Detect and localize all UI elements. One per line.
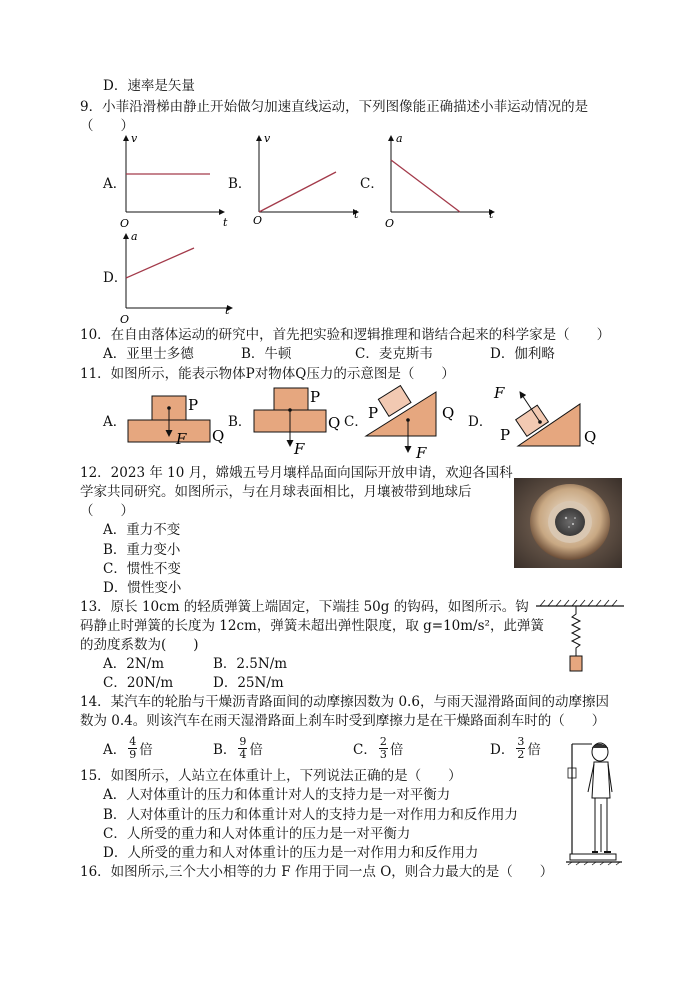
person-torso [592, 762, 610, 798]
label-f: F [176, 430, 187, 448]
origin-label: O [385, 217, 395, 230]
q12-option-b: B．重力变小 [103, 542, 181, 558]
q15-stem: 15．如图所示，人站立在体重计上，下列说法正确的是（ ） [80, 768, 462, 784]
q10-option-b: B．牛顿 [241, 346, 292, 362]
q12-option-d: D．惯性变小 [103, 580, 182, 596]
q12-stem-blank: （ ） [80, 503, 134, 519]
q9-graph-c [378, 130, 503, 230]
q14-stem-line2: 数为 0.4。则该汽车在雨天湿滑路面上刹车时受到摩擦力是在干燥路面刹车时的（ ） [80, 713, 606, 729]
q11-figure-c [360, 380, 470, 460]
q15-option-c: C．人所受的重力和人对体重计的压力是一对平衡力 [103, 826, 411, 842]
label-p: P [310, 388, 321, 406]
y-axis-label: v [264, 132, 271, 145]
q13-option-b: B．2.5N/m [213, 656, 288, 672]
q12-option-a: A．重力不变 [103, 522, 181, 538]
origin-label: O [253, 214, 263, 227]
label-p: P [188, 396, 199, 414]
hook-weight [570, 656, 582, 671]
q8-option-d: D．速率是矢量 [103, 78, 195, 94]
q9-option-d-label: D． [103, 270, 128, 286]
q9-graph-b [246, 130, 366, 230]
x-axis-label: t [489, 208, 494, 221]
label-f: F [294, 440, 305, 456]
label-q: Q [212, 427, 225, 445]
ceiling-hatch [540, 600, 617, 606]
q11-option-a-label: A． [103, 414, 127, 430]
q11-option-b-label: B． [228, 414, 252, 430]
q13-stem-line3: 的劲度系数为( ) [80, 637, 199, 653]
fraction: $\frac{4}{9}$ [129, 734, 137, 761]
q9-option-b-label: B． [228, 176, 252, 192]
q10-option-a: A．亚里士多德 [103, 346, 194, 362]
fraction: $\frac{9}{4}$ [239, 734, 247, 761]
label-q: Q [442, 404, 455, 422]
graph-line [126, 248, 194, 278]
q10-option-c: C．麦克斯韦 [355, 346, 433, 362]
q13-option-a: A．2N/m [103, 656, 165, 672]
q10-stem: 10．在自由落体运动的研究中，首先把实验和逻辑推理和谐结合起来的科学家是（ ） [80, 327, 611, 343]
origin-label: O [120, 313, 130, 326]
q13-stem-line2: 码静止时弹簧的长度为 12cm，弹簧未超出弹性限度，取 g=10m/s²，此弹簧 [80, 618, 544, 634]
spring-figure [530, 598, 630, 678]
label-q: Q [584, 428, 597, 446]
q15-option-d: D．人所受的重力和人对体重计的压力是一对作用力和反作用力 [103, 845, 479, 861]
q9-graph-a [112, 130, 232, 230]
person-on-scale-figure [558, 738, 628, 866]
q11-option-c-label: C． [344, 414, 368, 430]
q9-stem-blank: （ ） [80, 118, 134, 134]
q14-option-a: A． $\frac{4}{9}$ 倍 [103, 734, 153, 761]
y-axis-label: a [396, 132, 403, 145]
block-p [274, 388, 308, 410]
spring [572, 606, 580, 656]
q14-option-b: B． $\frac{9}{4}$ 倍 [213, 734, 263, 761]
q13-stem-line1: 13．原长 10cm 的轻质弹簧上端固定，下端挂 50g 的钩码，如图所示。钩 [80, 599, 529, 615]
q12-option-c: C．惯性不变 [103, 561, 181, 577]
q13-option-c: C．20N/m [103, 675, 174, 691]
moon-soil-sample-photo [514, 478, 622, 568]
q11-figure-b [248, 384, 348, 456]
q9-stem: 9．小菲沿滑梯由静止开始做匀加速直线运动，下列图像能正确描述小菲运动情况的是 [80, 99, 589, 115]
q9-option-a-label: A． [103, 176, 127, 192]
q10-option-d: D．伽利略 [490, 346, 555, 362]
q12-stem-line2: 学家共同研究。如图所示，与在月球表面相比，月壤被带到地球后 [80, 484, 472, 500]
q14-option-c: C． $\frac{2}{3}$ 倍 [353, 734, 404, 761]
origin-label: O [120, 217, 130, 230]
y-axis-label: a [131, 230, 138, 243]
q11-figure-d [488, 380, 608, 460]
label-p: P [500, 426, 511, 444]
q15-option-a: A．人对体重计的压力和体重计对人的支持力是一对平衡力 [103, 787, 451, 803]
label-f: F [416, 444, 427, 460]
q11-figure-a [122, 386, 232, 448]
label-q: Q [328, 414, 341, 432]
q11-option-d-label: D． [468, 414, 493, 430]
q14-stem-line1: 14．某汽车的轮胎与干燥沥青路面间的动摩擦因数为 0.6，与雨天湿滑路面间的动摩擦因 [80, 694, 609, 710]
q12-stem-line1: 12．2023 年 10 月，嫦娥五号月壤样品面向国际开放申请，欢迎各国科 [80, 465, 513, 481]
q9-option-c-label: C． [360, 176, 384, 192]
graph-line [259, 172, 336, 212]
q11-stem: 11．如图所示，能表示物体P对物体Q压力的示意图是（ ） [80, 366, 455, 382]
x-axis-label: t [225, 304, 230, 317]
label-f: F [494, 384, 505, 402]
q15-option-b: B．人对体重计的压力和体重计对人的支持力是一对作用力和反作用力 [103, 807, 518, 823]
graph-line [391, 160, 460, 212]
x-axis-label: t [354, 208, 359, 221]
x-axis-label: t [223, 216, 228, 229]
fraction: $\frac{2}{3}$ [379, 734, 387, 761]
y-axis-label: v [131, 132, 138, 145]
label-p: P [368, 404, 379, 422]
q14-option-d: D． $\frac{3}{2}$ 倍 [490, 734, 541, 761]
person-legs [595, 798, 607, 852]
q16-stem: 16．如图所示,三个大小相等的力 F 作用于同一点 O，则合力最大的是（ ） [80, 864, 554, 880]
scale-platform [570, 854, 616, 860]
fraction: $\frac{3}{2}$ [517, 734, 525, 761]
q13-option-d: D．25N/m [213, 675, 284, 691]
q9-graph-d [112, 228, 242, 328]
